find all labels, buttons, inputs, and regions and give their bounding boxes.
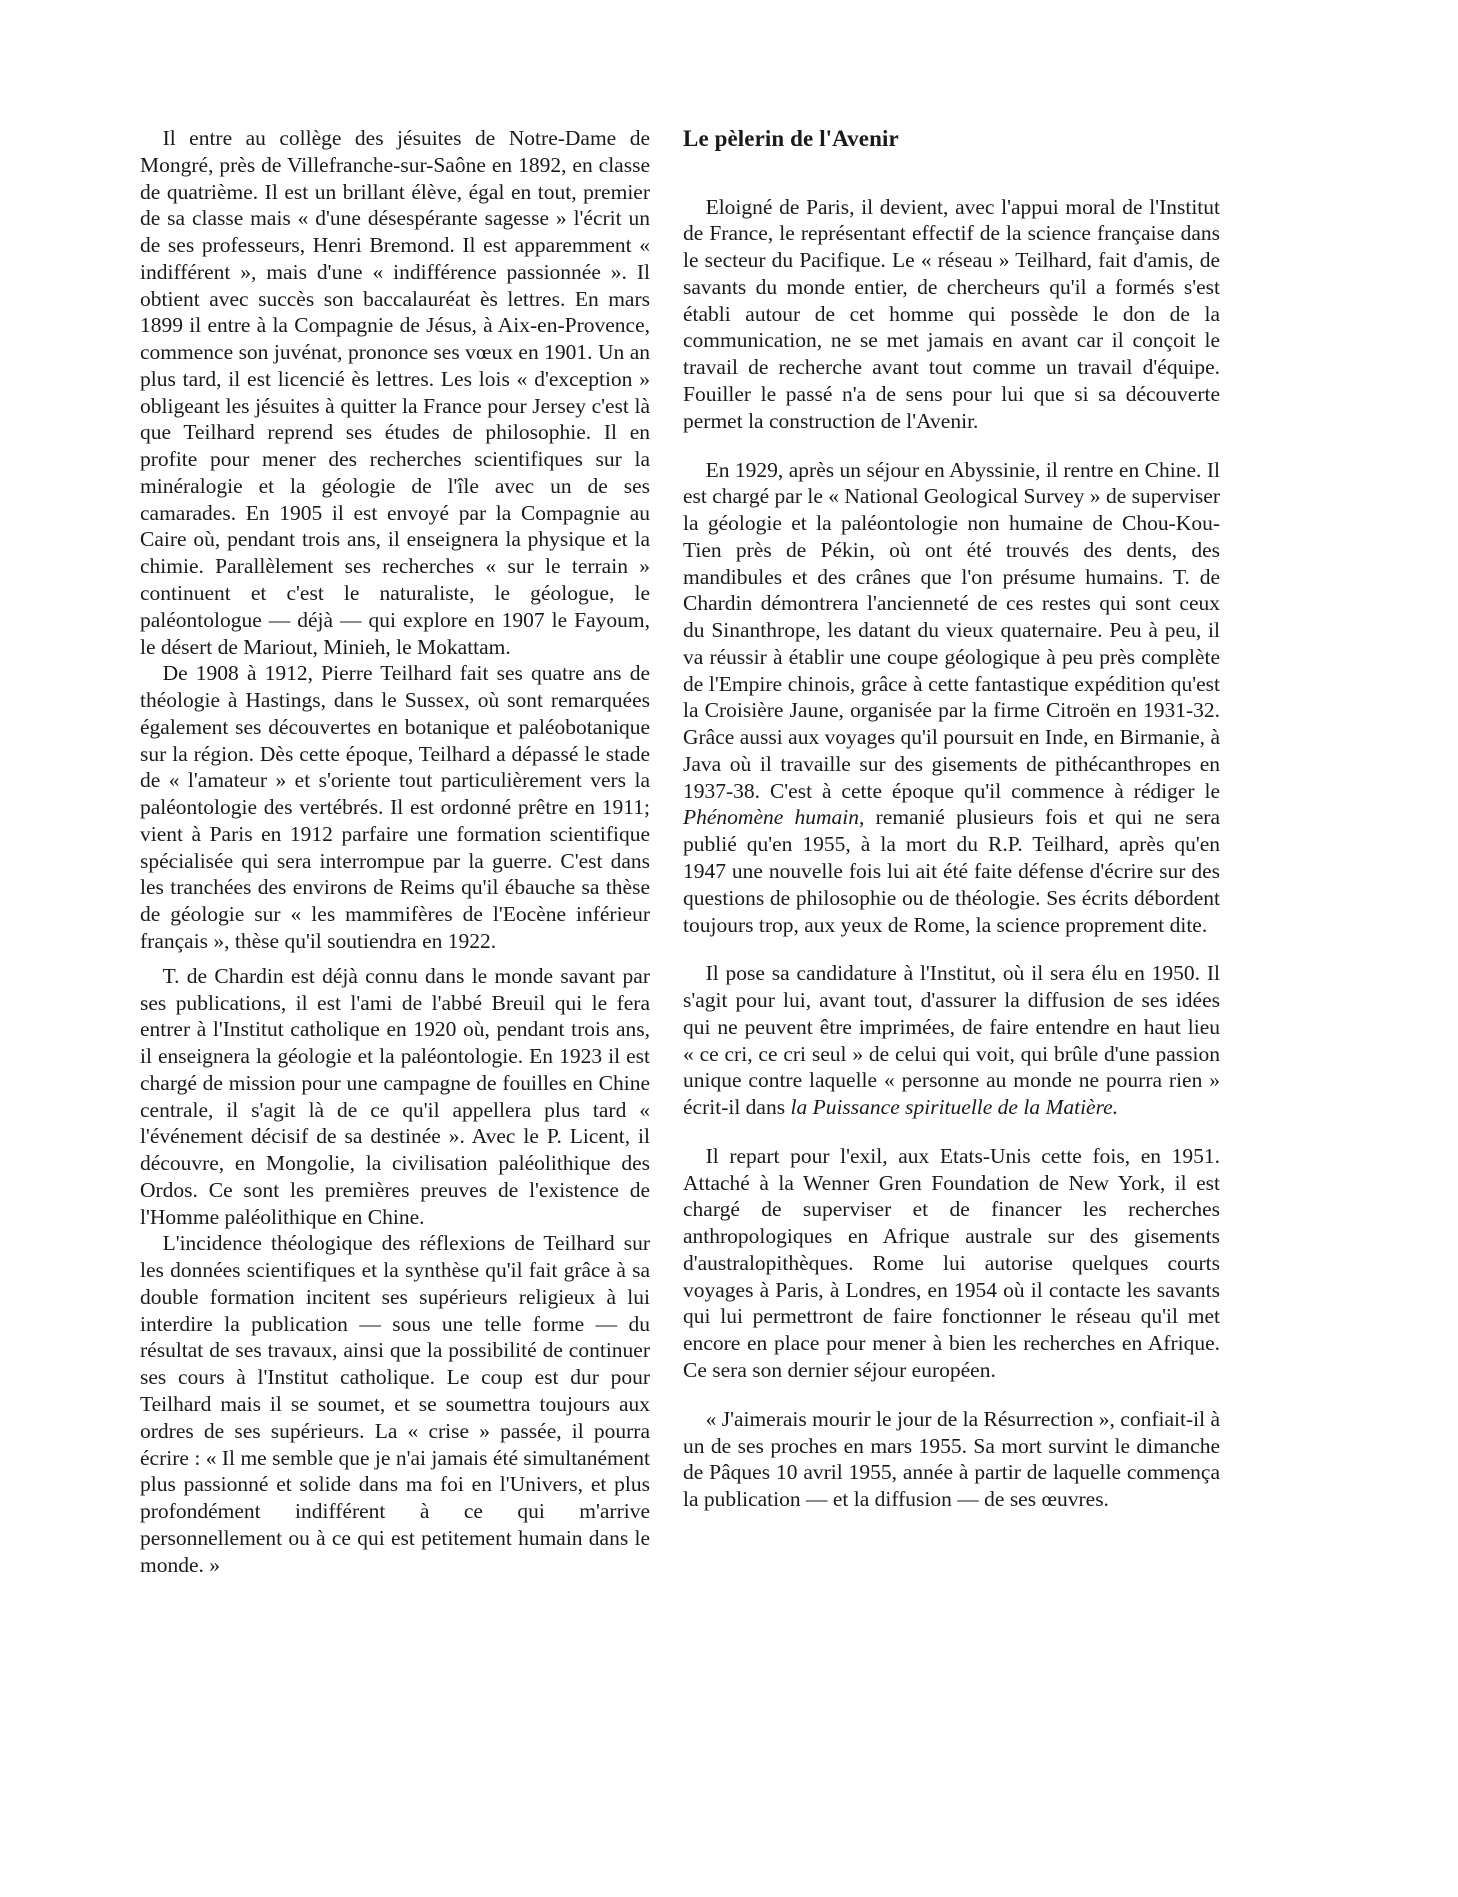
book-title-puissance-spirituelle: la Puissance spirituelle de la Matière. (790, 1095, 1119, 1120)
paragraph-institut (683, 960, 1220, 1121)
section-heading: Le pèlerin de l'Avenir (683, 126, 899, 151)
paragraph-institut-text: Il pose sa candidature à l'Institut, où il sera élu en 1950. Il s'agit pour lui, avant tout, d'assurer la diffusion de ses idées qui ne peuvent être imprimées, de faire entendre en haut lieu « ce cri, ce cri seul » de celui qui voit, qui brûle d'une passion unique contre laquelle « personne au monde ne pourra rien » écrit-il dans (683, 961, 1220, 1120)
paragraph-theological-incidence: L'incidence théologique des réflexions de Teilhard sur les données scientifiques et la synthèse qu'il fait grâce à sa double formation incitent ses supérieurs religieux à lui interdire la publication — sous une telle forme — du résultat de ses travaux, ainsi que la possibilité de continuer ses cours à l'Institut catholique. Le coup est dur pour Teilhard mais il se soumet, et se soumettra toujours aux ordres de ses supérieurs. La « crise » passée, il pourra écrire : « Il me semble que je n'ai jamais été simultanément plus passionné et solide dans ma foi en l'Univers, et plus profondément indifférent à ce qui m'arrive personnellement ou à ce qui est petitement humain dans le monde. » (140, 1231, 650, 1577)
paragraph-early-life: Il entre au collège des jésuites de Notre-Dame de Mongré, près de Villefranche-sur-Saône en 1892, en classe de quatrième. Il est un brillant élève, égal en tout, premier de sa classe mais « d'une désespérante sagesse » l'écrit un de ses professeurs, Henri Bremond. Il est apparemment « indifférent », mais d'une « indifférence passionnée ». Il obtient avec succès son baccalauréat ès lettres. En mars 1899 il entre à la Compagnie de Jésus, à Aix-en-Provence, commence son juvénat, prononce ses vœux en 1901. Un an plus tard, il est licencié ès lettres. Les lois « d'exception » obligeant les jésuites à quitter la France pour Jersey c'est là que Teilhard reprend ses études de philosophie. Il en profite pour mener des recherches scientifiques sur la minéralogie et la géologie de l'île avec un de ses camarades. En 1905 il est envoyé par la Compagnie au Caire où, pendant trois ans, il enseignera la physique et la chimie. Parallèlement ses recherches « sur le terrain » continuent et c'est le naturaliste, le géologue, le paléontologue — déjà — qui explore en 1907 le Fayoum, le désert de Mariout, Minieh, le Mokattam. (140, 126, 650, 659)
paragraph-institut-catholique: T. de Chardin est déjà connu dans le monde savant par ses publications, il est l'ami de l'abbé Breuil qui le fera entrer à l'Institut catholique en 1920 où, pendant trois ans, il enseignera la géologie et la paléontologie. En 1923 il est chargé de mission pour une campagne de fouilles en Chine centrale, il s'agit là de ce qu'il appellera plus tard « l'événement décisif de sa destinée ». Avec le P. Licent, il découvre, en Mongolie, la civilisation paléolithique des Ordos. Ce sont les premières preuves de l'existence de l'Homme paléolithique en Chine. (140, 963, 650, 1229)
paragraph-pacific: Eloigné de Paris, il devient, avec l'appui moral de l'Institut de France, le représentant effectif de la science française dans le secteur du Pacifique. Le « réseau » Teilhard, fait d'amis, de savants du monde entier, de chercheurs qu'il a formés s'est établi autour de cet homme qui possède le don de la communication, ne se met jamais en avant car il conçoit le travail de recherche avant tout comme un travail d'équipe. Fouiller le passé n'a de sens pour lui que si sa découverte permet la construction de l'Avenir. (683, 194, 1220, 433)
paragraph-death: « J'aimerais mourir le jour de la Résurrection », confiait-il à un de ses proches en mars 1955. Sa mort survint le dimanche de Pâques 10 avril 1955, année à partir de laquelle commença la publication — et la diffusion — de ses œuvres. (683, 1406, 1220, 1512)
book-title-phenomene-humain: Phénomène humain (683, 805, 860, 830)
paragraph-china-text-2: , remanié plusieurs fois et qui ne sera publié qu'en 1955, à la mort du R.P. Teilhard, après qu'en 1947 une nouvelle fois lui ait été faite défense d'écrire sur des questions de philosophie ou de théologie. Ses écrits débordent toujours trop, aux yeux de Rome, la science proprement dite. (683, 805, 1220, 937)
right-column (683, 125, 1220, 1513)
paragraph-exile: Il repart pour l'exil, aux Etats-Unis cette fois, en 1951. Attaché à la Wenner Gren Foundation de New York, il est chargé de superviser et de financer les recherches anthropologiques en Afrique australe sur des gisements d'australopithèques. Rome lui autorise quelques courts voyages à Paris, à Londres, en 1954 où il contacte les savants qui lui permettront de faire fonctionner le réseau qu'il met encore en place pour mener à bien les recherches en Afrique. Ce sera son dernier séjour européen. (683, 1143, 1220, 1383)
left-column (140, 125, 650, 1578)
paragraph-hastings: De 1908 à 1912, Pierre Teilhard fait ses quatre ans de théologie à Hastings, dans le Sussex, où sont remarquées également ses découvertes en botanique et paléobotanique sur la région. Dès cette époque, Teilhard a dépassé le stade de « l'amateur » et s'oriente tout particulièrement vers la paléontologie des vertébrés. Il est ordonné prêtre en 1911; vient à Paris en 1912 parfaire une formation scientifique spécialisée qui sera interrompue par la guerre. C'est dans les tranchées des environs de Reims qu'il ébauche sa thèse de géologie sur « les mammifères de l'Eocène inférieur français », thèse qu'il soutiendra en 1922. (140, 661, 650, 953)
paragraph-china-text-1: En 1929, après un séjour en Abyssinie, il rentre en Chine. Il est chargé par le « National Geological Survey » de superviser la géologie et la paléontologie non humaine de Chou-Kou-Tien près de Pékin, où ont été trouvés des dents, des mandibules et des crânes que l'on présume humains. T. de Chardin démontrera l'ancienneté de ces restes qui sont ceux du Sinanthrope, les datant du vieux quaternaire. Peu à peu, il va réussir à établir une coupe géologique à peu près complète de l'Empire chinois, grâce à cette fantastique expédition qu'est la Croisière Jaune, organisée par la firme Citroën en 1931-32. Grâce aussi aux voyages qu'il poursuit en Inde, en Birmanie, à Java où il travaille sur des gisements de pithécanthropes en 1937-38. C'est à cette époque qu'il commence à rédiger le (683, 457, 1220, 803)
paragraph-china (683, 457, 1220, 939)
